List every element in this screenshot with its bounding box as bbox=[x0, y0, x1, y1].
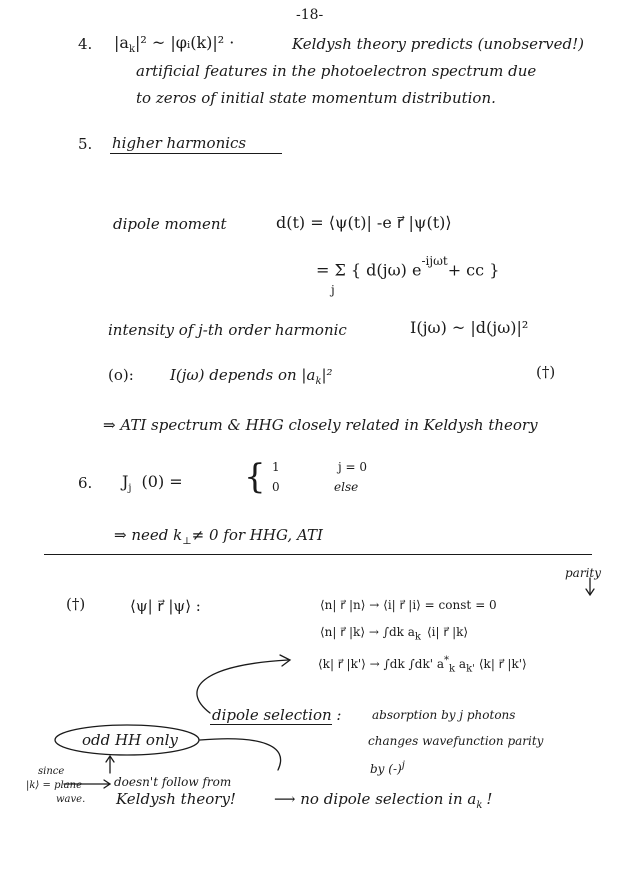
item-4-number: 4. bbox=[78, 35, 93, 53]
matrix-element-row-3: ⟨k| r⃗ |k'⟩ → ∫dk ∫dk' $a^*_k$ $a_{k'}$ ⟨k| r⃗ |k'⟩ bbox=[318, 655, 527, 675]
since-note-line-3: wave. bbox=[56, 794, 86, 805]
o-label: (o): bbox=[108, 366, 134, 384]
ati-hhg-conclusion: ⇒ ATI spectrum & HHG closely related in Keldysh theory bbox=[103, 416, 538, 434]
o-text: I(jω) depends on $|a_k|^2$ bbox=[170, 366, 333, 387]
doesnt-follow-line-1: doesn't follow from bbox=[114, 775, 232, 789]
sum-index: j bbox=[331, 283, 335, 297]
since-note-line-1: since bbox=[38, 766, 65, 777]
item-4-formula: $|a_k|^2$ ~ |φᵢ(k)|² · bbox=[114, 33, 235, 56]
dagger-reference: (†) bbox=[536, 363, 556, 381]
dipole-equation-2: = Σ { d(jω) $e^{-ij\omega t}+$ cc } bbox=[316, 254, 500, 280]
bessel-equation: $J_j$ (0) = bbox=[122, 472, 183, 495]
need-condition: ⇒ need $k_\perp\ne 0$ for HHG, ATI bbox=[114, 526, 323, 547]
since-note-line-2: |k⟩ = plane bbox=[26, 780, 82, 791]
dipole-selection-label: dipole selection : bbox=[212, 706, 342, 724]
intensity-equation: I(jω) ~ |d(jω)|² bbox=[410, 318, 529, 337]
dipole-equation-1: d(t) = ⟨ψ(t)| -e r⃗ |ψ(t)⟩ bbox=[276, 213, 452, 232]
parity-note: parity bbox=[565, 566, 602, 580]
case-1-value: 1 bbox=[272, 460, 280, 474]
matrix-element-row-1: ⟨n| r⃗ |n⟩ → ⟨i| r⃗ |i⟩ = const = 0 bbox=[320, 598, 497, 612]
item-6-number: 6. bbox=[78, 474, 93, 492]
doesnt-follow-curve bbox=[200, 739, 281, 770]
no-dipole-selection: ⟶ no dipole selection in $a_k$ ! bbox=[274, 790, 493, 811]
doesnt-follow-line-2: Keldysh theory! bbox=[116, 790, 236, 808]
intensity-text: intensity of j-th order harmonic bbox=[108, 321, 347, 339]
footnote-bracket: ⟨ψ| r⃗ |ψ⟩ : bbox=[130, 597, 201, 615]
case-brace: { bbox=[244, 457, 266, 497]
absorption-line-2: changes wavefunction parity bbox=[368, 734, 544, 748]
odd-hh-ellipse bbox=[55, 725, 199, 755]
item-4-line-1: Keldysh theory predicts (unobserved!) bbox=[292, 35, 585, 53]
page-number: -18- bbox=[296, 7, 324, 23]
case-1-condition: j = 0 bbox=[338, 460, 368, 474]
item-5-title: higher harmonics bbox=[112, 134, 247, 152]
item-4-line-2: artificial features in the photoelectron spectrum due bbox=[136, 62, 537, 80]
dipole-moment-label: dipole moment bbox=[113, 215, 227, 233]
absorption-line-1: absorption by j photons bbox=[372, 708, 516, 722]
case-2-condition: else bbox=[334, 480, 359, 494]
item-4-line-3: to zeros of initial state momentum distribution. bbox=[136, 89, 496, 107]
odd-hh-only-label: odd HH only bbox=[82, 731, 178, 749]
dipole-selection-curve bbox=[197, 660, 288, 713]
footnote-marker: (†) bbox=[66, 595, 86, 613]
absorption-line-3: by $(-)^j$ bbox=[370, 760, 405, 776]
case-2-value: 0 bbox=[272, 480, 280, 494]
item-5-number: 5. bbox=[78, 135, 93, 153]
matrix-element-row-2: ⟨n| r⃗ |k⟩ → ∫dk $a_k$ ⟨i| r⃗ |k⟩ bbox=[320, 625, 469, 643]
